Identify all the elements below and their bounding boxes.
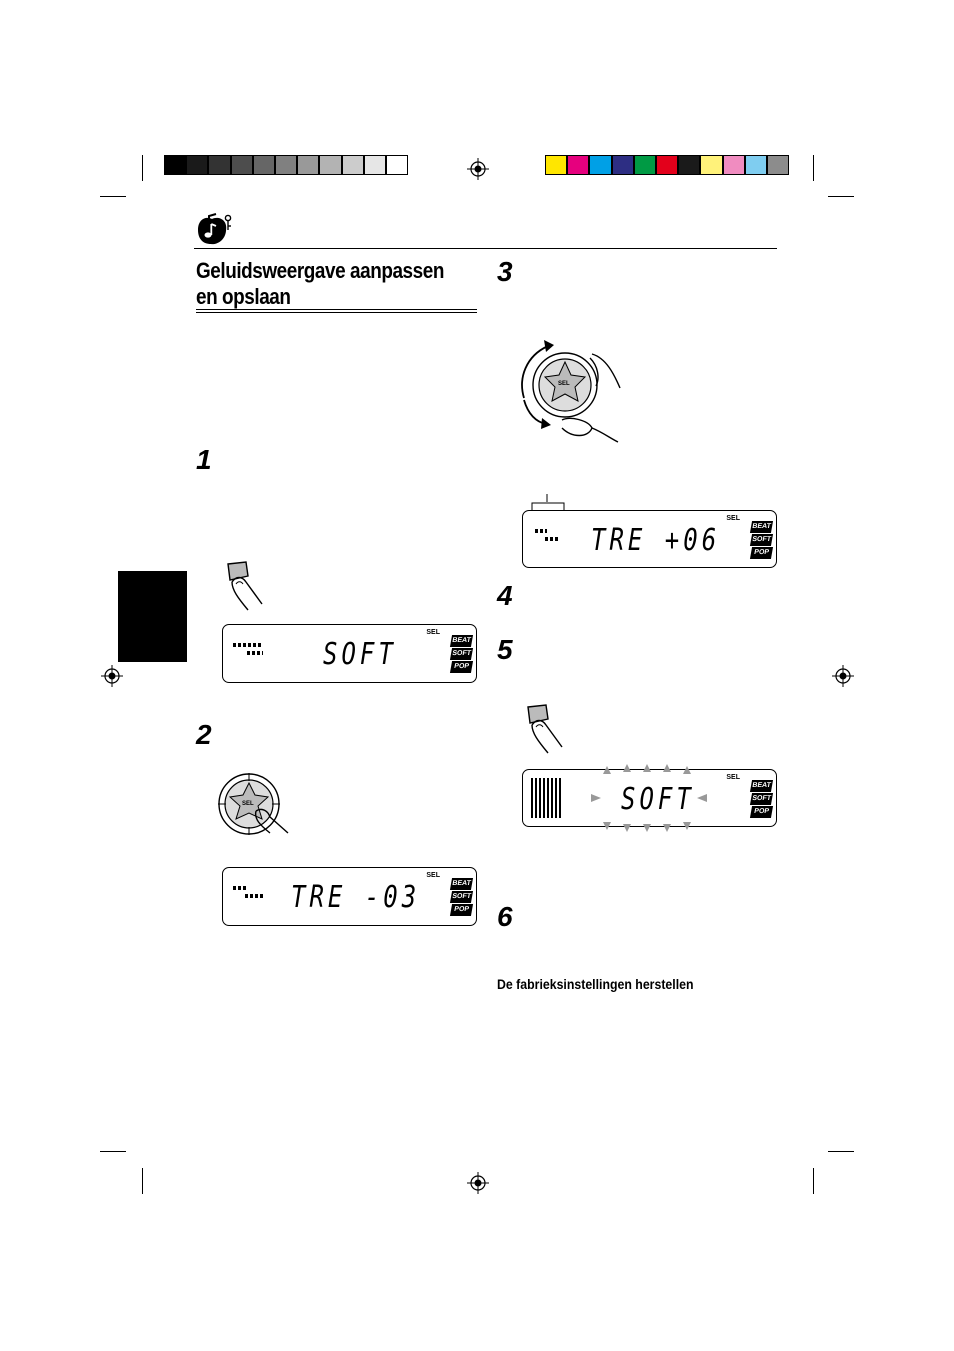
lcd-display <box>522 510 777 568</box>
beat-indicator: BEAT <box>450 635 473 647</box>
lcd-display <box>222 867 477 926</box>
section-title-line1: Geluidsweergave aanpassen <box>196 258 444 283</box>
lcd-display <box>522 769 777 827</box>
title-underline <box>196 312 477 313</box>
pop-indicator: POP <box>750 806 773 818</box>
pop-indicator: POP <box>450 904 473 916</box>
color-swatch <box>253 155 275 175</box>
color-swatch <box>386 155 408 175</box>
music-note-key-icon <box>194 210 236 246</box>
crop-mark <box>813 155 814 181</box>
color-swatch <box>567 155 589 175</box>
lcd-display <box>222 624 477 683</box>
color-swatch <box>612 155 634 175</box>
crop-mark <box>828 1151 854 1152</box>
level-bars <box>545 537 559 541</box>
registration-mark-icon <box>467 158 489 180</box>
header-rule <box>194 248 777 249</box>
color-swatch <box>634 155 656 175</box>
color-swatch <box>186 155 208 175</box>
beat-indicator: BEAT <box>750 780 773 792</box>
color-swatch <box>297 155 319 175</box>
level-bars <box>247 651 263 655</box>
beat-indicator: BEAT <box>750 521 773 533</box>
sel-indicator: SEL <box>726 774 740 781</box>
color-swatch <box>164 155 186 175</box>
color-swatch <box>319 155 341 175</box>
level-bars <box>535 529 547 533</box>
level-bars <box>531 778 561 818</box>
registration-mark-icon <box>101 665 123 687</box>
step-number: 1 <box>196 444 212 475</box>
crop-mark <box>142 1168 143 1194</box>
section-title <box>196 258 471 310</box>
sel-indicator: SEL <box>426 629 440 636</box>
registration-mark-icon <box>832 665 854 687</box>
color-swatch <box>231 155 253 175</box>
crop-mark <box>142 155 143 181</box>
side-tab <box>118 571 187 662</box>
sel-indicator: SEL <box>426 872 440 879</box>
level-bars <box>233 886 247 890</box>
step-number: 5 <box>497 634 513 665</box>
knob-label: SEL <box>242 801 254 807</box>
pop-indicator: POP <box>450 661 473 673</box>
sel-knob-rotate-illustration <box>518 338 622 443</box>
color-swatch <box>275 155 297 175</box>
color-swatch <box>208 155 230 175</box>
reset-subheading: De fabrieksinstellingen herstellen <box>497 976 694 992</box>
pop-indicator: POP <box>750 547 773 559</box>
crop-mark <box>100 1151 126 1152</box>
step-number: 3 <box>497 256 513 287</box>
display-text: TRE +06 <box>591 523 721 558</box>
color-swatch <box>678 155 700 175</box>
sel-knob-press-illustration <box>218 773 290 837</box>
color-swatch <box>745 155 767 175</box>
knob-label: SEL <box>558 381 570 387</box>
registration-mark-icon <box>467 1172 489 1194</box>
level-bars <box>233 643 263 647</box>
color-swatch <box>364 155 386 175</box>
crop-mark <box>813 1168 814 1194</box>
step-number: 4 <box>497 580 513 611</box>
display-text: SOFT <box>323 637 397 672</box>
color-swatch <box>545 155 567 175</box>
display-text: SOFT <box>621 782 695 817</box>
level-bars <box>245 894 263 898</box>
step-number: 6 <box>497 901 513 932</box>
color-swatch <box>767 155 789 175</box>
press-button-illustration <box>222 560 272 612</box>
soft-indicator: SOFT <box>750 534 773 546</box>
color-swatch <box>656 155 678 175</box>
crop-mark <box>828 196 854 197</box>
display-text: TRE -03 <box>291 880 421 915</box>
soft-indicator: SOFT <box>750 793 773 805</box>
color-swatch <box>700 155 722 175</box>
section-title-line2: en opslaan <box>196 284 291 309</box>
color-swatch <box>589 155 611 175</box>
soft-indicator: SOFT <box>450 891 473 903</box>
crop-mark <box>100 196 126 197</box>
color-swatch <box>723 155 745 175</box>
sel-indicator: SEL <box>726 515 740 522</box>
title-underline <box>196 309 477 310</box>
beat-indicator: BEAT <box>450 878 473 890</box>
press-button-illustration <box>522 703 572 755</box>
soft-indicator: SOFT <box>450 648 473 660</box>
color-swatch <box>342 155 364 175</box>
step-number: 2 <box>196 719 212 750</box>
